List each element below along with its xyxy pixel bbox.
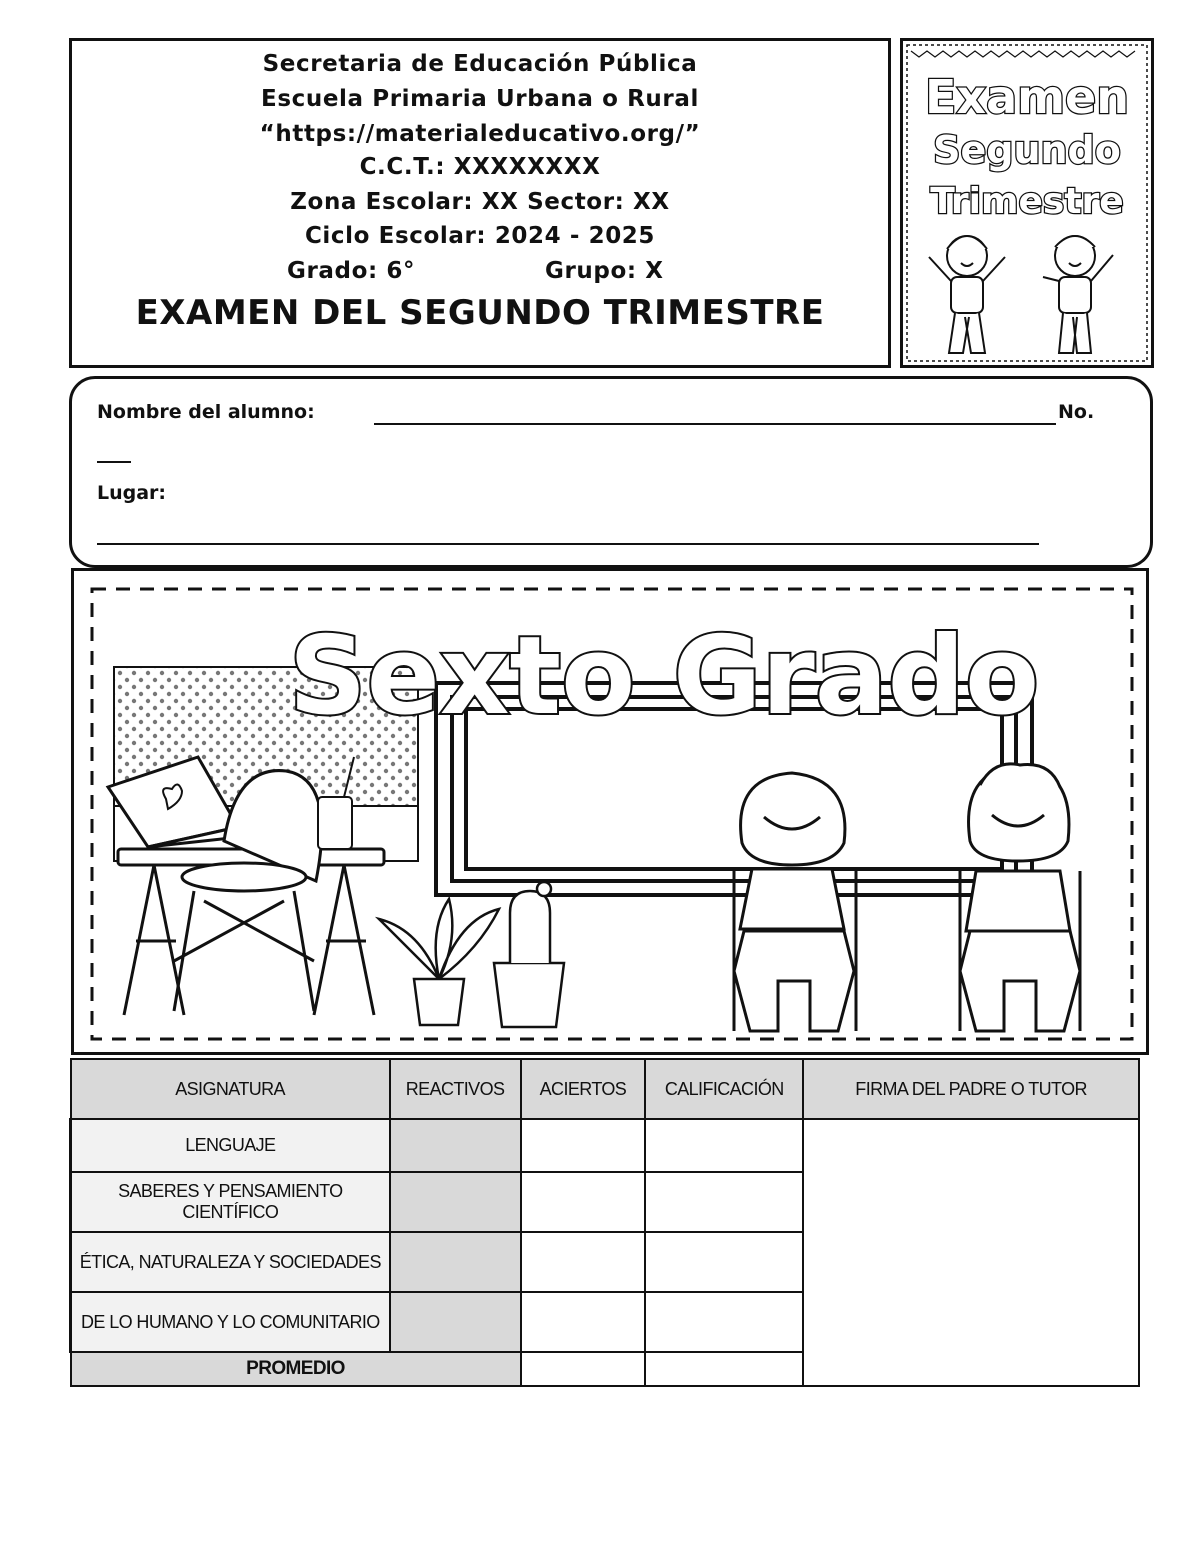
cover-illustration [900, 38, 1154, 368]
cover-art-svg [903, 41, 1151, 365]
student-info-box [69, 376, 1153, 568]
student-number-line[interactable] [97, 461, 131, 463]
exam-title: EXAMEN DEL SEGUNDO TRIMESTRE [135, 293, 825, 333]
cactus-pot-illustration [494, 882, 564, 1027]
calificacion-cell[interactable] [645, 1119, 803, 1172]
subject-saberes: SABERES Y PENSAMIENTO CIENTÍFICO [71, 1172, 390, 1232]
header-reactivos: REACTIVOS [390, 1059, 521, 1119]
school-name-line: Escuela Primaria Urbana o Rural [261, 86, 699, 112]
cover-line-examen: Examen [924, 70, 1130, 124]
secretaria-line: Secretaria de Educación Pública [262, 51, 698, 77]
banner-illustration [74, 571, 1146, 1052]
school-cycle-line: Ciclo Escolar: 2024 - 2025 [304, 223, 656, 249]
student-name-line[interactable] [374, 423, 1056, 425]
header-calificacion: CALIFICACIÓN [645, 1059, 803, 1119]
aciertos-cell[interactable] [521, 1232, 646, 1292]
aciertos-cell[interactable] [521, 1292, 646, 1352]
reactivos-cell[interactable] [390, 1119, 521, 1172]
girl-seated-illustration [734, 773, 856, 1031]
grade-label: Grado: 6° [287, 258, 416, 284]
website-line: “https://materialeducativo.org/” [259, 121, 701, 147]
aciertos-cell[interactable] [521, 1119, 646, 1172]
banner-title: Sexto Grado [288, 614, 1040, 739]
student-number-label: No. [1058, 401, 1095, 423]
calificacion-cell[interactable] [645, 1232, 803, 1292]
calificacion-cell[interactable] [645, 1172, 803, 1232]
calificacion-cell[interactable] [645, 1292, 803, 1352]
header-aciertos: ACIERTOS [521, 1059, 646, 1119]
cover-line-segundo: Segundo [933, 128, 1121, 172]
table-header-row [71, 1059, 1140, 1119]
plant-pot-illustration [379, 899, 499, 1025]
table-row [71, 1119, 1140, 1172]
reactivos-cell[interactable] [390, 1172, 521, 1232]
aciertos-cell[interactable] [521, 1172, 646, 1232]
kid-right-illustration [1043, 236, 1113, 353]
header-firma: FIRMA DEL PADRE O TUTOR [803, 1059, 1139, 1119]
cct-line: C.C.T.: XXXXXXXX [359, 154, 601, 180]
kid-left-illustration [929, 236, 1005, 353]
average-calificacion-cell[interactable] [645, 1352, 803, 1386]
zone-sector-line: Zona Escolar: XX Sector: XX [290, 189, 670, 215]
cover-line-trimestre: Trimestre [930, 181, 1124, 222]
sexto-grado-banner [71, 568, 1149, 1055]
reactivos-cell[interactable] [390, 1232, 521, 1292]
subject-lenguaje: LENGUAJE [71, 1119, 390, 1172]
subject-humano: DE LO HUMANO Y LO COMUNITARIO [71, 1292, 390, 1352]
grades-table [69, 1058, 1140, 1387]
header-asignatura: ASIGNATURA [71, 1059, 390, 1119]
firma-cell[interactable] [803, 1119, 1139, 1386]
average-aciertos-cell[interactable] [521, 1352, 646, 1386]
student-name-label: Nombre del alumno: [97, 401, 315, 423]
place-line[interactable] [97, 543, 1039, 545]
subject-etica: ÉTICA, NATURALEZA Y SOCIEDADES [71, 1232, 390, 1292]
school-header [69, 38, 891, 368]
group-label: Grupo: X [545, 258, 664, 284]
place-label: Lugar: [97, 482, 167, 504]
average-label: PROMEDIO [71, 1352, 521, 1386]
reactivos-cell[interactable] [390, 1292, 521, 1352]
boy-seated-illustration [960, 764, 1080, 1031]
